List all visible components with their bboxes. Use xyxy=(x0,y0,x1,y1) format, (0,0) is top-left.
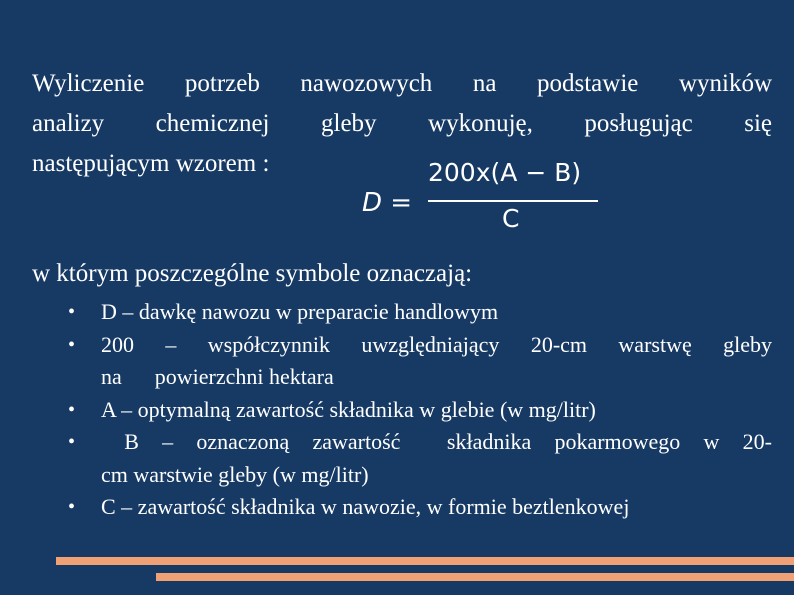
bullet-icon: • xyxy=(68,496,76,518)
symbol-c-text: C – zawartość składnika w nawozie, w formie beztlenkowej xyxy=(101,494,630,519)
formula-numerator: 200x(A − B) xyxy=(428,158,582,187)
list-item xyxy=(64,394,772,427)
list-item xyxy=(64,426,772,491)
intro-line-2: analizy chemicznej gleby wykonuję, posługując się xyxy=(32,110,772,137)
symbol-d-text: D – dawkę nawozu w preparacie handlowym xyxy=(101,299,499,324)
bullet-icon: • xyxy=(68,333,76,356)
decorative-stripe-top xyxy=(56,557,794,565)
symbol-b-text-cont: cm warstwie gleby (w mg/litr) xyxy=(101,461,369,487)
symbols-list xyxy=(64,296,772,524)
decorative-stripe-bottom xyxy=(156,573,794,581)
list-item xyxy=(64,296,772,329)
symbol-b-text: B – oznaczoną zawartość składnika pokarmowego w 20- xyxy=(101,429,773,454)
symbol-200-text-cont: na powierzchni hektara xyxy=(101,364,334,389)
formula-fraction-bar xyxy=(428,200,598,202)
formula-lhs: D = xyxy=(362,188,413,218)
intro-line-3: następującym wzorem : xyxy=(32,150,270,177)
bullet-icon: • xyxy=(68,301,76,323)
formula-denominator: C xyxy=(502,204,520,233)
intro-line-1: Wyliczenie potrzeb nawozowych na podstawie wyników xyxy=(32,70,772,97)
symbols-intro: w którym poszczególne symbole oznaczają: xyxy=(32,260,473,287)
bullet-icon: • xyxy=(68,431,76,453)
symbol-a-text: A – optymalną zawartość składnika w glebie (w mg/litr) xyxy=(101,396,596,422)
list-item xyxy=(64,329,772,394)
bullet-icon: • xyxy=(68,398,76,421)
symbol-200-text: 200 – współczynnik uwzględniający 20-cm warstwę gleby xyxy=(101,331,772,357)
list-item xyxy=(64,491,772,524)
fertilizer-formula xyxy=(362,158,612,238)
